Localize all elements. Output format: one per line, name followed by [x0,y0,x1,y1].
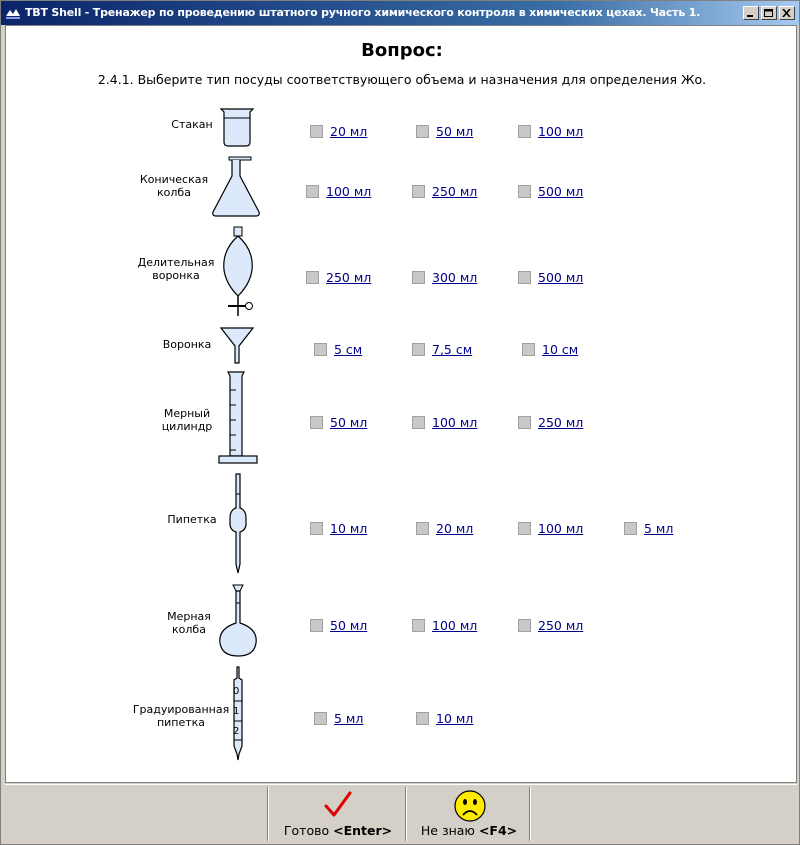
question-text: 2.4.1. Выберите тип посуды соответствующего объема и назначения для определения Жо. [97,72,707,87]
toolbar-separator [529,787,531,841]
checkbox[interactable] [518,619,531,632]
dont-know-shortcut: <F4> [478,823,518,838]
option-link[interactable]: 50 мл [436,124,474,139]
option-link[interactable]: 500 мл [538,270,584,285]
option-link[interactable]: 50 мл [330,618,368,633]
item-label-line: цилиндр [161,420,213,433]
checkbox[interactable] [412,416,425,429]
checkbox[interactable] [518,416,531,429]
graduated-pipette-icon [228,666,248,762]
option-link[interactable]: 250 мл [326,270,372,285]
done-button[interactable] [271,787,405,841]
checkbox[interactable] [416,712,429,725]
item-label-line: воронка [152,269,200,282]
scale-mark: 0 [233,686,240,697]
maximize-button[interactable] [761,6,777,20]
checkbox[interactable] [310,619,323,632]
option-link[interactable]: 500 мл [538,184,584,199]
minimize-icon [746,9,756,17]
checkbox[interactable] [518,522,531,535]
checkmark-icon [323,791,353,819]
option-link[interactable]: 100 мл [432,415,478,430]
option-link[interactable]: 10 мл [330,521,368,536]
option-link[interactable]: 300 мл [432,270,478,285]
option-link[interactable]: 5 мл [644,521,674,536]
item-label-line: Коническая [139,173,209,186]
option-link[interactable]: 100 мл [326,184,372,199]
checkbox[interactable] [310,125,323,138]
option-link[interactable]: 10 мл [436,711,474,726]
done-shortcut: <Enter> [333,823,393,838]
beaker-icon [220,108,254,148]
pipette-icon [228,472,248,576]
checkbox[interactable] [314,343,327,356]
close-button[interactable] [779,6,795,20]
option-link[interactable]: 250 мл [432,184,478,199]
checkbox[interactable] [412,271,425,284]
volumetric-flask-icon [216,583,260,659]
option-link[interactable]: 250 мл [538,618,584,633]
item-label-line: колба [157,186,191,199]
option-link[interactable]: 50 мл [330,415,368,430]
scale-mark: 1 [233,706,240,717]
minimize-button[interactable] [743,6,759,20]
option-link[interactable]: 20 мл [436,521,474,536]
checkbox[interactable] [412,343,425,356]
conical-flask-icon [210,156,262,218]
option-link[interactable]: 100 мл [432,618,478,633]
question-heading: Вопрос: [361,40,443,61]
option-link[interactable]: 250 мл [538,415,584,430]
item-label-graduated-pipette [126,703,236,729]
checkbox[interactable] [624,522,637,535]
funnel-icon [220,326,254,366]
question-panel [5,25,797,783]
item-label-line: Делительная [137,256,215,269]
done-label [271,823,405,838]
checkbox[interactable] [310,522,323,535]
checkbox[interactable] [522,343,535,356]
item-label-line: Пипетка [167,513,217,526]
sad-face-icon [454,790,486,822]
item-label-separatory-funnel [121,256,231,282]
title-bar[interactable] [1,1,799,25]
checkbox[interactable] [518,185,531,198]
checkbox[interactable] [306,185,319,198]
checkbox[interactable] [416,522,429,535]
option-link[interactable]: 100 мл [538,124,584,139]
done-text: Готово [283,823,330,838]
toolbar-separator [405,787,407,841]
option-link[interactable]: 5 см [334,342,363,357]
separatory-funnel-icon [218,226,260,318]
checkbox[interactable] [416,125,429,138]
toolbar-separator [267,787,269,841]
item-label-line: колба [172,623,206,636]
checkbox[interactable] [314,712,327,725]
window-title: TBT Shell - Тренажер по проведению штатного ручного химического контроля в химических цехах. Часть 1. [25,6,701,19]
item-label-line: Мерный [163,407,211,420]
item-label-line: Градуированная [132,703,230,716]
option-link[interactable]: 7,5 см [432,342,473,357]
checkbox[interactable] [412,619,425,632]
option-link[interactable]: 100 мл [538,521,584,536]
graduated-cylinder-icon [216,370,260,466]
dont-know-text: Не знаю [420,823,475,838]
option-link[interactable]: 20 мл [330,124,368,139]
scale-mark: 2 [233,726,240,737]
checkbox[interactable] [310,416,323,429]
close-icon [782,9,792,17]
bottom-toolbar [5,784,797,842]
item-label-line: Мерная [167,610,211,623]
option-link[interactable]: 5 мл [334,711,364,726]
checkbox[interactable] [412,185,425,198]
maximize-icon [764,9,774,17]
checkbox[interactable] [518,125,531,138]
item-label-line: Стакан [171,118,213,131]
checkbox[interactable] [306,271,319,284]
item-label-line: пипетка [156,716,206,729]
item-label-line: Воронка [162,338,212,351]
app-icon [5,6,21,20]
option-link[interactable]: 10 см [542,342,579,357]
dont-know-button[interactable] [409,787,529,841]
checkbox[interactable] [518,271,531,284]
dont-know-label [409,823,529,838]
